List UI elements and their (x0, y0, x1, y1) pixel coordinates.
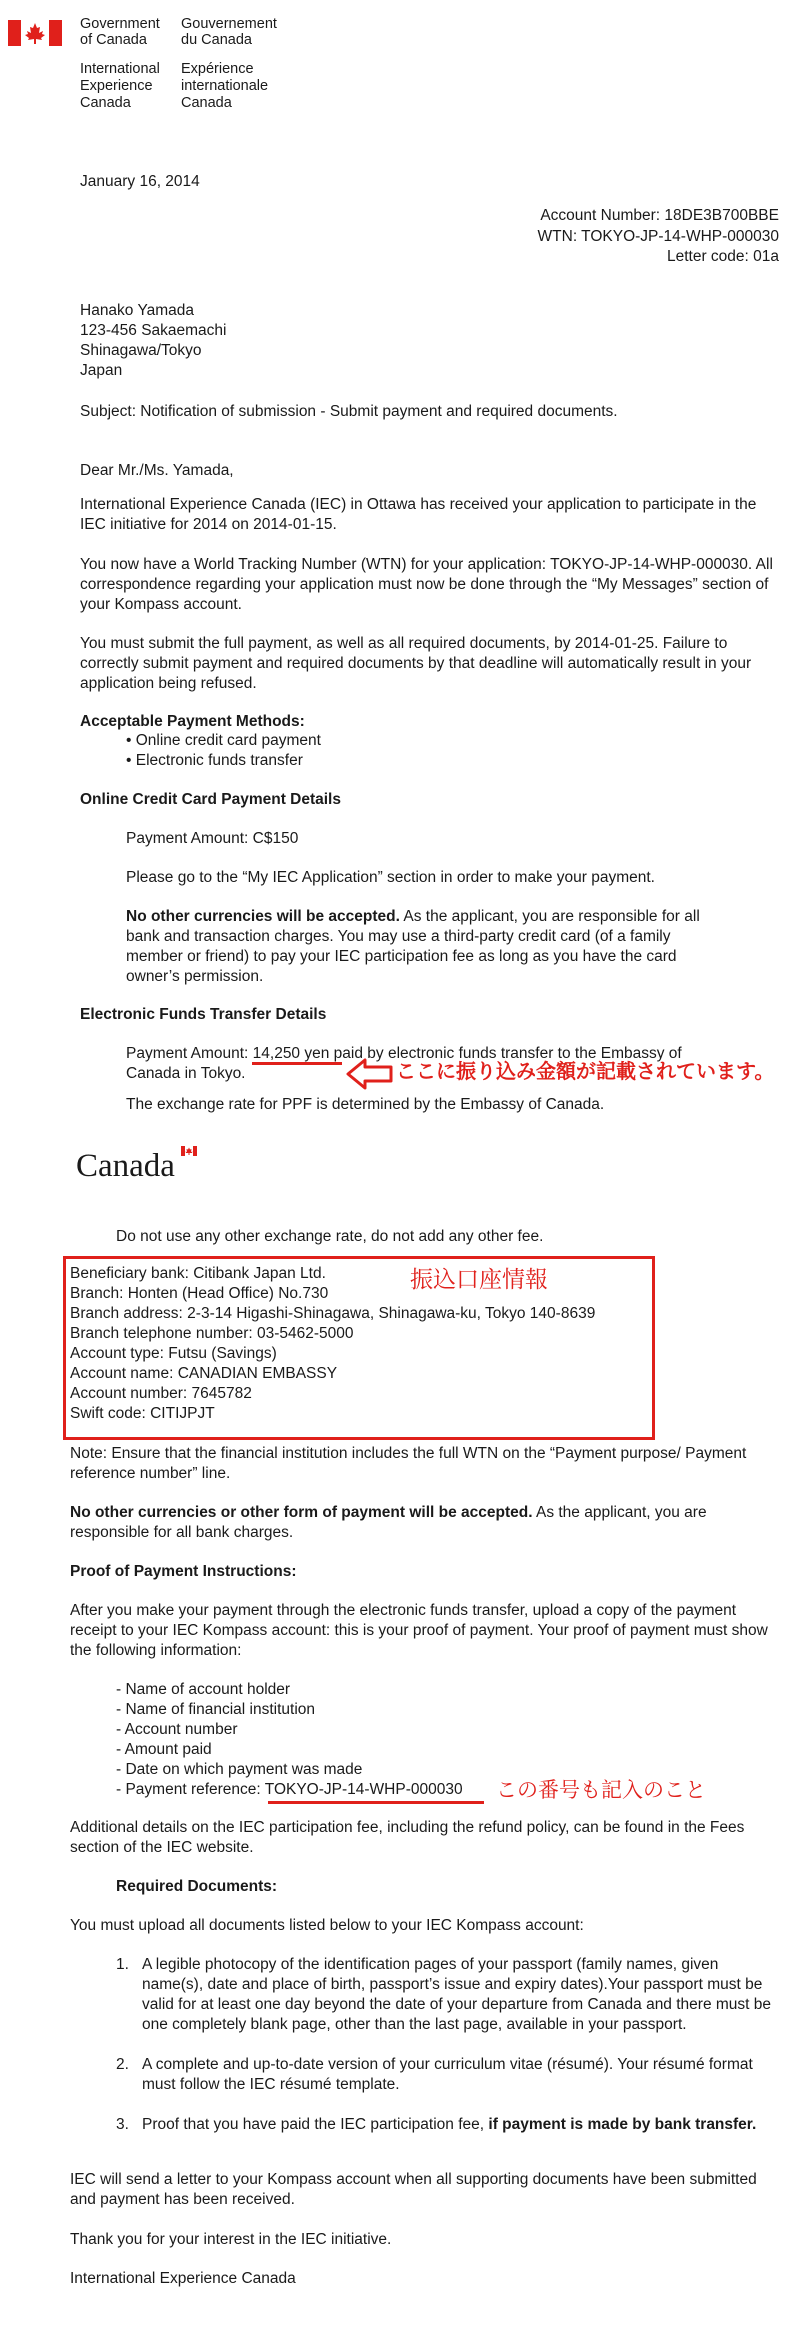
required-documents-list (116, 1955, 776, 2155)
subject-line: Subject: Notification of submission - Submit payment and required documents. (80, 403, 618, 420)
annotation-bank-info: 振込口座情報 (410, 1266, 548, 1292)
required-documents-heading: Required Documents: (116, 1878, 278, 1895)
paragraph-deadline: You must submit the full payment, as well as all required documents, by 2014-01-25. Failure to correctly submit payment and required documents by that deadline will automatically result in your application being refused. (80, 635, 752, 692)
bank-info: Beneficiary bank: Citibank Japan Ltd. Branch: Honten (Head Office) No.730 Branch address: 2-3-14 Higashi-Shinagawa, Shinagawa-ku, Tokyo 140-8639 Branch telephone number: 03-5462-5000 Account type: Futsu (Savings) Account name: CANADIAN EMBASSY Account number: 7645782 Swift code: CITIJPJT (70, 1265, 596, 1422)
government-fr: Gouvernement du Canada (181, 16, 277, 48)
list-item: 2. A complete and up-to-date version of your curriculum vitae (résumé). Your résumé format must follow the IEC résumé template. (116, 2056, 753, 2093)
program-fr: Expérience internationale Canada (181, 61, 269, 111)
letter-date: January 16, 2014 (80, 173, 200, 190)
amount-underline (252, 1062, 342, 1065)
proof-items (116, 1680, 463, 1800)
wtn: WTN: TOKYO-JP-14-WHP-000030 (537, 228, 779, 245)
proof-paragraph: After you make your payment through the electronic funds transfer, upload a copy of the payment receipt to your IEC Kompass account: this is your proof of payment. Your proof of payment must show the following information: (70, 1602, 768, 1659)
cc-payment-amount: Payment Amount: C$150 (126, 830, 299, 847)
paragraph-received: International Experience Canada (IEC) in Ottawa has received your application to participate in the IEC initiative for 2014 on 2014-01-15. (80, 496, 757, 533)
note-wtn: Note: Ensure that the financial institution includes the full WTN on the “Payment purpose/ Payment reference number” line. (70, 1445, 747, 1482)
closing-paragraph: IEC will send a letter to your Kompass account when all supporting documents have been submitted and payment has been received. (70, 2171, 757, 2208)
proof-heading: Proof of Payment Instructions: (70, 1563, 297, 1580)
eft-heading: Electronic Funds Transfer Details (80, 1006, 327, 1023)
list-item: • Electronic funds transfer (126, 751, 321, 771)
credit-card-heading: Online Credit Card Payment Details (80, 791, 341, 808)
salutation: Dear Mr./Ms. Yamada, (80, 462, 234, 479)
program-en: International Experience Canada (80, 61, 160, 111)
letter-code: Letter code: 01a (666, 248, 779, 265)
payment-methods-heading: Acceptable Payment Methods: (80, 713, 305, 730)
paragraph-wtn: You now have a World Tracking Number (WTN) for your application: TOKYO-JP-14-WHP-000030. All correspondence regarding your application must now be done through the “My Messages” section of your Kompass account. (80, 556, 773, 613)
annotation-amount: ここに振り込み金額が記載されています。 (396, 1061, 775, 1083)
thank-you: Thank you for your interest in the IEC initiative. (70, 2231, 392, 2248)
list-item: - Name of financial institution (116, 1701, 316, 1718)
required-documents-intro: You must upload all documents listed below to your IEC Kompass account: (70, 1917, 584, 1934)
list-item: - Amount paid (116, 1741, 212, 1758)
canada-wordmark: Canada (76, 1148, 175, 1184)
account-number: Account Number: 18DE3B700BBE (540, 207, 779, 224)
list-item: • Online credit card payment (126, 731, 321, 751)
cc-currency-note: No other currencies will be accepted. As the applicant, you are responsible for all bank and transaction charges. You may use a third-party credit card (of a family member or friend) to pay your IEC participation fee as long as you have the card owner’s permission. (126, 908, 700, 985)
left-arrow-icon (345, 1056, 395, 1092)
list-item: 1. A legible photocopy of the identification pages of your passport (family names, given name(s), date and place of birth, passport’s issue and expiry dates).Your passport must be valid for at least one day beyond the date of your departure from Canada and there must be one completely blank page, other than the last page, available in your passport. (116, 1956, 772, 2033)
eft-payment-amount: Payment Amount: 14,250 yen paid by electronic funds transfer to the Embassy of Canada in Tokyo. (126, 1045, 682, 1082)
signature: International Experience Canada (70, 2270, 296, 2287)
cc-go-to-section: Please go to the “My IEC Application” section in order to make your payment. (126, 869, 655, 886)
list-item: - Name of account holder (116, 1681, 291, 1698)
payment-methods-list (126, 731, 321, 771)
list-item: 3. Proof that you have paid the IEC participation fee, if payment is made by bank transfer. (116, 2116, 757, 2133)
eft-exchange-rate: The exchange rate for PPF is determined by the Embassy of Canada. (126, 1096, 605, 1113)
recipient-address: Hanako Yamada 123-456 Sakaemachi Shinagawa/Tokyo Japan (80, 302, 227, 379)
no-other-rate: Do not use any other exchange rate, do not add any other fee. (116, 1228, 544, 1245)
annotation-reference: この番号も記入のこと (496, 1779, 706, 1802)
list-item: - Account number (116, 1721, 238, 1738)
government-en: Government of Canada (80, 16, 160, 48)
canada-flag-icon (8, 20, 62, 46)
list-item: - Date on which payment was made (116, 1761, 363, 1778)
fees-paragraph: Additional details on the IEC participation fee, including the refund policy, can be found in the Fees section of the IEC website. (70, 1819, 745, 1856)
reference-underline (268, 1801, 484, 1804)
list-item: - Payment reference: TOKYO-JP-14-WHP-000030 (116, 1781, 463, 1798)
no-other-payment: No other currencies or other form of payment will be accepted. As the applicant, you are responsible for all bank charges. (70, 1504, 707, 1541)
canada-wordmark-flag-icon (181, 1146, 197, 1156)
payment-reference-value: TOKYO-JP-14-WHP-000030 (264, 1781, 463, 1798)
